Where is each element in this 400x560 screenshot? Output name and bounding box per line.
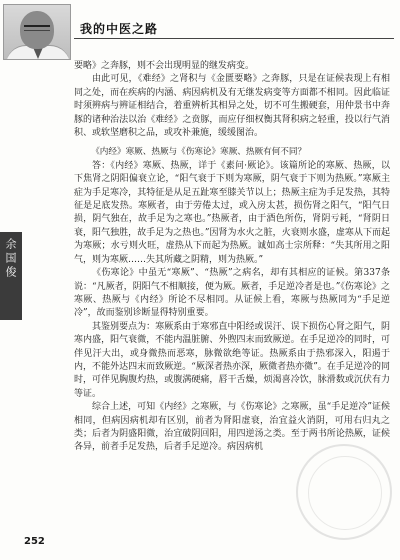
body-text bbox=[74, 60, 390, 455]
paragraph: 综合上述，可知《内经》之寒厥，与《伤寒论》之寒厥，虽“手足逆冷”证候相同，但病因病机却有区别，前者为肾阳虚衰，治宜益火消阴，可用右归丸之类；后者为阴盛阳微，治宜破阴回阳，用四逆汤之类。至于两书所论热厥，证候各异，前者手足发热，后者手足逆冷。病因病机 bbox=[74, 402, 390, 453]
portrait-glasses bbox=[24, 25, 50, 31]
question-heading: 《内经》寒厥、热厥与《伤寒论》寒厥、热厥有何不同？ bbox=[91, 147, 307, 158]
side-tab bbox=[0, 232, 22, 320]
paragraph: 其鉴别要点为：寒厥系由于寒邪直中阳经或误汗、误下损伤心肾之阳气，阴寒内盛，阳气衰微，不能内温脏腑、外煦四末而致厥逆。在手足逆冷的同时，可伴见汗大出，或身微热而恶寒，脉微欲绝等证。热厥系由于热邪深入，阳遏于内，不能外达四末而致厥逆。“厥深者热亦深，厥微者热亦微”。在手足逆冷的同时，可伴见胸腹灼热，或腹满硬痛，唇干舌燥，烦渴喜冷饮，脉滑数或沉伏有力等证。 bbox=[74, 321, 390, 399]
paragraph: 答：《内经》寒厥、热厥，详于《素问·厥论》。该篇所论的寒厥、热厥，以下焦肾之阴阳偏衰立论，“阳气衰于下则为寒厥，阴气衰于下则为热厥。”寒厥主症为手足寒冷，其特征是从足五趾寒至膝关节以上；热厥主症为手足发热，其特征是足底发热。寒厥者，由于劳倦太过，或入房太甚，损伤肾之阳气，“阳气日损，阴气独在，故手足为之寒也。”热厥者，由于酒色所伤，肾阴亏耗，“肾阴日衰，阳气独胜，故手足为之热也。”因肾为水火之脏，火衰则水盛，虚寒从下而起为寒厥；水亏则火旺，虚热从下而起为热厥。诚如高士宗所释：“失其所用之阳气，则为寒厥……失其所藏之阴精，则为热厥。” bbox=[74, 160, 390, 265]
running-title: 我的中医之路 bbox=[80, 22, 159, 36]
watermark-stamp bbox=[296, 444, 392, 540]
side-tab-author: 余国俊 bbox=[4, 238, 17, 280]
author-portrait bbox=[3, 4, 71, 60]
paragraph: 《伤寒论》中虽无“寒厥”、“热厥”之病名，却有其相应的证候。第337条说：“凡厥者，阴阳气不相顺接，便为厥。厥者，手足逆冷者是也。”《伤寒论》之寒厥、热厥与《内经》所论不尽相同。从证候上看，寒厥与热厥同为“手足逆冷”，故而鉴别诊断显得特别重要。 bbox=[74, 268, 390, 319]
header-divider bbox=[74, 38, 394, 39]
paragraph: 由此可见，《难经》之肾积与《金匮要略》之奔豚，只是在证候表现上有相同之处，而在疾病的内涵、病因病机及有无继发病变等方面都不相同。因此临证时须辨病与辨证相结合，着重辨析其相异之处，切不可生搬硬套，用仲景书中奔豚的诸种治法以治《难经》之贲豚，而应仔细权衡其肾积病之轻重，投以行气消积、或软坚磨积之品，或攻补兼施，缓缓图治。 bbox=[74, 74, 390, 139]
page-number: 252 bbox=[24, 536, 45, 547]
paragraph: 要略》之奔豚，则不会出现明显的继发病变。 bbox=[74, 61, 255, 71]
